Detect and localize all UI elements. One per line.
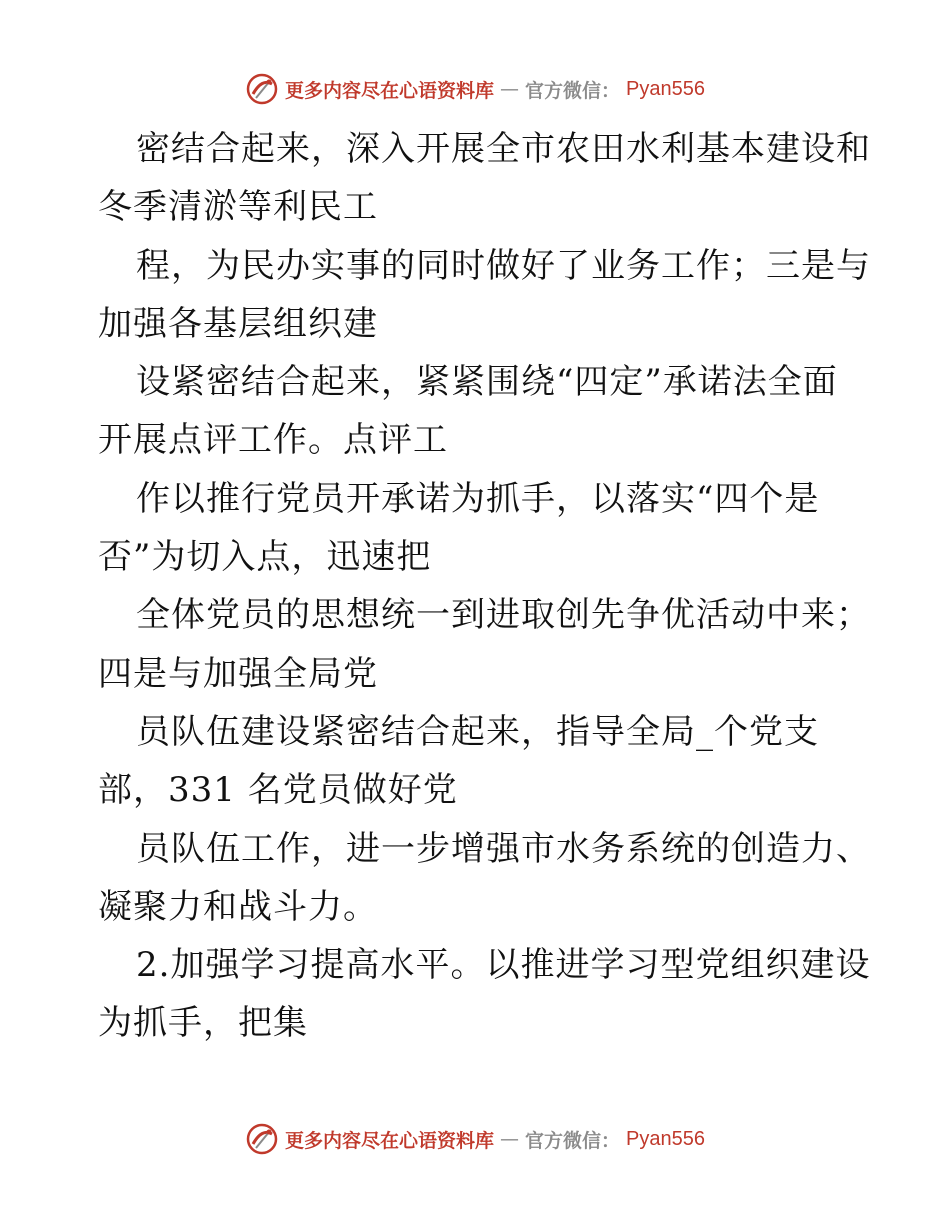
text-line: 作以推行党员开承诺为抓手，以落实“四个是 [136, 478, 820, 519]
text-line: 全体党员的思想统一到进取创先争优活动中来； [136, 595, 871, 636]
watermark-id: Pyan556 [626, 1127, 705, 1150]
body-text [98, 120, 871, 1053]
watermark-id: Pyan556 [626, 77, 705, 100]
text-line: 程，为民办实事的同时做好了业务工作；三是与 [136, 245, 871, 286]
text-line: 冬季清淤等利民工 [98, 187, 378, 228]
brand-logo-icon [245, 1122, 279, 1156]
watermark-label: 官方微信： [525, 1129, 621, 1152]
text-line: 为抓手，把集 [98, 1003, 308, 1044]
text-line: 密结合起来，深入开展全市农田水利基本建设和 [136, 129, 871, 169]
text-line: 加强各基层组织建 [98, 303, 378, 344]
text-line: 设紧密结合起来，紧紧围绕“四定”承诺法全面 [136, 362, 838, 403]
footer-watermark [0, 1122, 950, 1156]
header-watermark [0, 72, 950, 106]
text-line: 开展点评工作。点评工 [98, 420, 448, 461]
watermark-dash: — [500, 1128, 520, 1150]
watermark-text: 更多内容尽在心语资料库 [285, 1129, 495, 1152]
text-line: 员队伍工作，进一步增强市水务系统的创造力、 [136, 828, 871, 869]
text-line: 凝聚力和战斗力。 [98, 886, 378, 927]
text-line: 员队伍建设紧密结合起来，指导全局_个党支 [136, 711, 819, 752]
text-line: 部，331 名党员做好党 [98, 770, 458, 811]
watermark-label: 官方微信： [525, 79, 621, 102]
text-line: 2.加强学习提高水平。以推进学习型党组织建设 [136, 945, 871, 986]
watermark-text: 更多内容尽在心语资料库 [285, 79, 495, 102]
text-line: 否”为切入点，迅速把 [98, 537, 432, 578]
brand-logo-icon [245, 72, 279, 106]
watermark-dash: — [500, 78, 520, 100]
text-line: 四是与加强全局党 [98, 653, 378, 694]
